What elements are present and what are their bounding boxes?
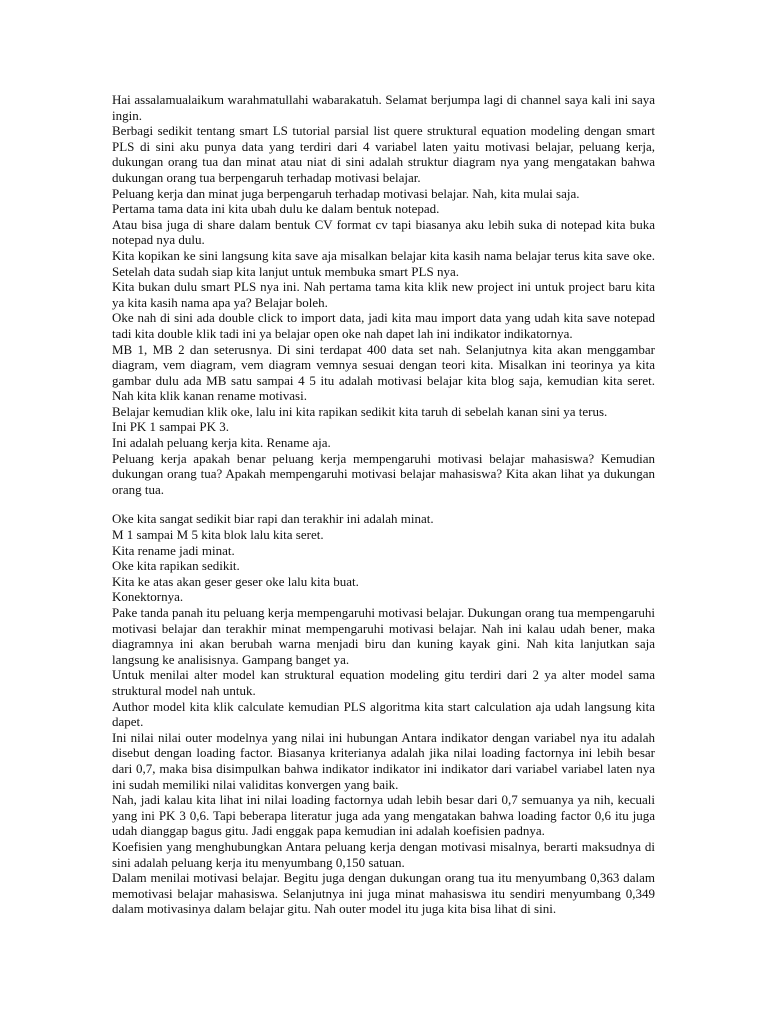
paragraph-share-cv: Atau bisa juga di share dalam bentuk CV format cv tapi biasanya aku lebih suka di notepad kita buka notepad nya dulu.: [112, 216, 655, 248]
paragraph-greeting: Hai assalamualaikum warahmatullahi wabarakatuh. Selamat berjumpa lagi di channel saya kali ini saya ingin.: [112, 92, 655, 123]
paragraph-new-project: Kita bukan dulu smart PLS nya ini. Nah pertama tama kita klik new project ini untuk project baru kita ya kita kasih nama apa ya? Belajar boleh.: [112, 279, 655, 310]
paragraph-rename-minat: Kita rename jadi minat.: [112, 542, 235, 558]
paragraph-shift: Kita ke atas akan geser geser oke lalu kita buat.: [112, 573, 359, 589]
paragraph-notepad: Pertama tama data ini kita ubah dulu ke dalam bentuk notepad.: [112, 201, 440, 217]
paragraph-coefficient: Koefisien yang menghubungkan Antara peluang kerja dengan motivasi misalnya, berarti maksudnya di sini adalah peluang kerja itu menyumbang 0,150 satuan.: [112, 838, 655, 870]
paragraph-copy-save: Kita kopikan ke sini langsung kita save aja misalkan belajar kita kasih nama belajar terus kita save oke. Setelah data sudah siap kita lanjut untuk membuka smart PLS nya.: [112, 247, 655, 279]
paragraph-question: Peluang kerja apakah benar peluang kerja mempengaruhi motivasi belajar mahasiswa? Kemudian dukungan orang tua? Apakah mempengaruhi motivasi belajar mahasiswa? Kita akan lihat ya dukungan orang tua.: [112, 450, 655, 497]
paragraph-loading-factor: Ini nilai nilai outer modelnya yang nilai ini hubungan Antara indikator dengan variabel nya itu adalah disebut dengan loading factor. Biasanya kriterianya adalah jika nilai loading factornya ini lebih besar dari 0,7, maka bisa disimpulkan bahwa indikator indikator ini indikator dari variabel variabel laten nya ini sudah memiliki nilai validitas konvergen yang baik.: [112, 729, 655, 792]
paragraph-tidy: Oke kita rapikan sedikit.: [112, 558, 240, 574]
paragraph-arrange: Belajar kemudian klik oke, lalu ini kita rapikan sedikit kita taruh di sebelah kanan sini ya terus.: [112, 403, 608, 419]
paragraph-alter-model: Untuk menilai alter model kan struktural equation modeling gitu terdiri dari 2 ya alter model sama struktural model nah untuk.: [112, 667, 655, 698]
paragraph-start: Peluang kerja dan minat juga berpengaruh terhadap motivasi belajar. Nah, kita mulai saja.: [112, 185, 580, 201]
document-body: [112, 92, 655, 917]
paragraph-draw-diagram: MB 1, MB 2 dan seterusnya. Di sini terdapat 400 data set nah. Selanjutnya kita akan menggambar diagram, vem diagram, vem diagram vemnya sesuai dengan teori kita. Misalkan ini teorinya ya kita gambar dulu ada MB satu sampai 4 5 itu adalah motivasi belajar kita blog saja, kemudian kita seret. Nah kita klik kanan rename motivasi.: [112, 341, 655, 404]
paragraph-pk3: Nah, jadi kalau kita lihat ini nilai loading factornya udah lebih besar dari 0,7 semuanya ya nih, kecuali yang ini PK 3 0,6. Tapi beberapa literatur juga ada yang mengatakan bahwa loading factor 0,6 itu juga udah dianggap bagus gitu. Jadi enggak papa kemudian ini adalah koefisien padnya.: [112, 792, 655, 839]
paragraph-contribution: Dalam menilai motivasi belajar. Begitu juga dengan dukungan orang tua itu menyumbang 0,363 dalam memotivasi belajar mahasiswa. Selanjutnya ini juga minat mahasiswa itu sendiri menyumbang 0,349 dalam motivasinya dalam belajar gitu. Nah outer model itu juga kita bisa lihat di sini.: [112, 870, 655, 917]
paragraph-calculate: Author model kita klik calculate kemudian PLS algoritma kita start calculation aja udah langsung kita dapet.: [112, 698, 655, 730]
paragraph-m-block: M 1 sampai M 5 kita blok lalu kita seret.: [112, 527, 324, 543]
paragraph-spacer: [112, 497, 655, 511]
paragraph-pk: Ini PK 1 sampai PK 3.: [112, 419, 229, 435]
paragraph-import-data: Oke nah di sini ada double click to import data, jadi kita mau import data yang udah kita save notepad tadi kita double klik tadi ini ya belajar open oke nah dapet lah ini indikator indikatornya.: [112, 310, 655, 341]
paragraph-intro: Berbagi sedikit tentang smart LS tutorial parsial list quere struktural equation modeling dengan smart PLS di sini aku punya data yang terdiri dari 4 variabel laten yaitu motivasi belajar, peluang kerja, dukungan orang tua dan minat atau niat di sini adalah struktur diagram nya yang mengatakan bahwa dukungan orang tua berpengaruh terhadap motivasi belajar.: [112, 123, 655, 185]
paragraph-minat: Oke kita sangat sedikit biar rapi dan terakhir ini adalah minat.: [112, 511, 434, 527]
paragraph-connector: Konektornya.: [112, 589, 184, 605]
paragraph-arrows: Pake tanda panah itu peluang kerja mempengaruhi motivasi belajar. Dukungan orang tua mempengaruhi motivasi belajar dan terakhir minat mempengaruhi motivasi belajar. Nah ini kalau udah bener, maka diagramnya ini akan berubah warna menjadi biru dan kuning kayak gini. Nah kita lanjutkan saja langsung ke analisisnya. Gampang banget ya.: [112, 605, 655, 667]
paragraph-rename: Ini adalah peluang kerja kita. Rename aja.: [112, 435, 331, 451]
